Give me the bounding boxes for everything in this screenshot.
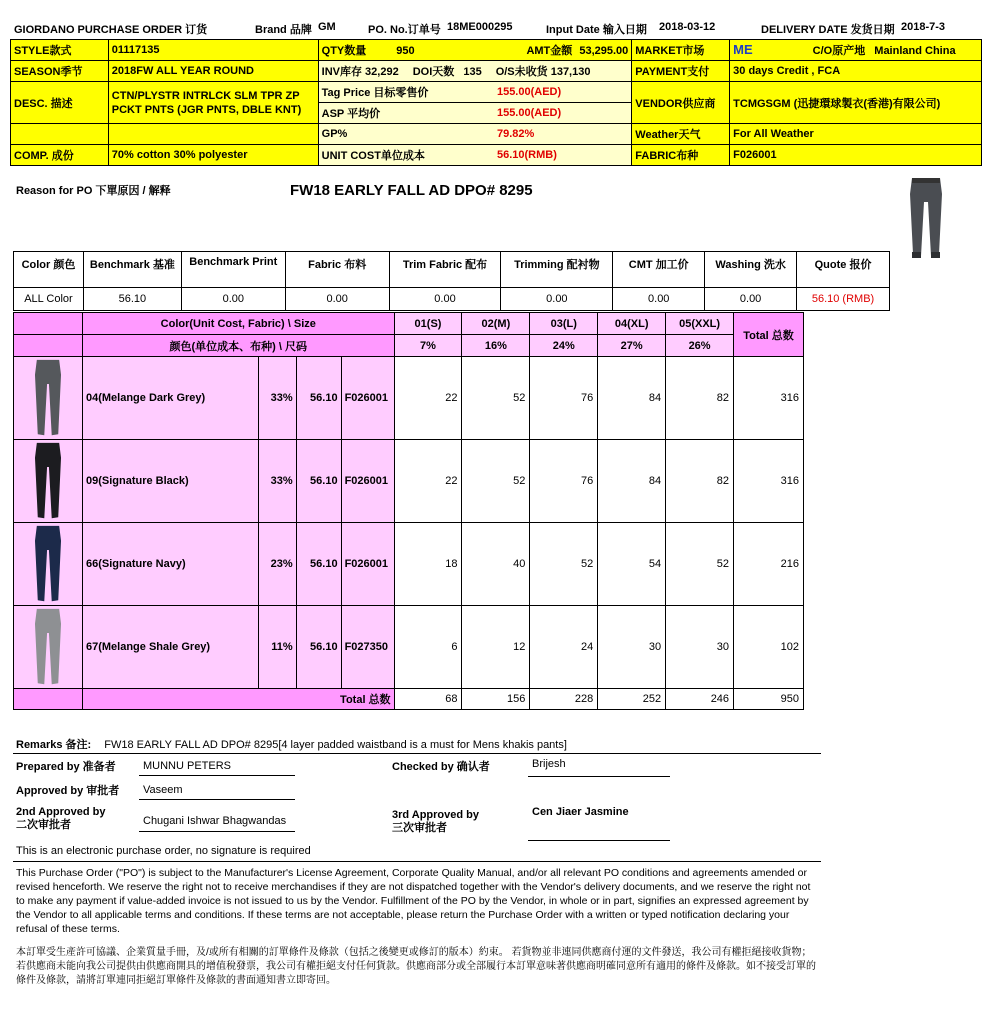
approved2-label-en: 2nd Approved by — [16, 806, 106, 818]
asp-label: ASP 平均价 — [318, 103, 494, 124]
comp-value: 70% cotton 30% polyester — [108, 145, 318, 166]
gp-value: 79.82% — [494, 124, 632, 145]
inv-value: 32,292 — [365, 66, 399, 78]
ratio-xl: 27% — [598, 335, 666, 357]
qty-cell: 40 — [462, 523, 530, 606]
size-header-row — [14, 313, 804, 335]
asp-value: 155.00(AED) — [494, 103, 632, 124]
color-row — [14, 523, 804, 606]
cost-header-row — [14, 252, 890, 288]
swatch-cell — [14, 440, 83, 523]
grid-header-en: Color(Unit Cost, Fabric) \ Size — [82, 313, 394, 335]
image-header-cell — [14, 313, 83, 335]
season-value: 2018FW ALL YEAR ROUND — [108, 61, 318, 82]
payment-label: PAYMENT支付 — [632, 61, 730, 82]
cost-value-benchmark: 56.10 — [83, 288, 181, 311]
qty-cell: 52 — [530, 523, 598, 606]
order-info-table — [10, 39, 982, 166]
delivery-date-label: DELIVERY DATE 发货日期 — [761, 24, 895, 36]
cost-header-trimming: Trimming 配衬物 — [501, 252, 613, 288]
size-xl: 04(XL) — [598, 313, 666, 335]
brand-value: GM — [318, 21, 336, 33]
cost-header-washing: Washing 洗水 — [705, 252, 797, 288]
cost-header-benchmark: Benchmark 基准 — [83, 252, 181, 288]
qty-cell: 24 — [530, 606, 598, 689]
swatch-cell — [14, 606, 83, 689]
cost-value-trimming: 0.00 — [501, 288, 613, 311]
product-pant-icon — [906, 176, 946, 262]
row-pct: 23% — [258, 523, 296, 606]
cost-header-trim-fabric: Trim Fabric 配布 — [389, 252, 501, 288]
cost-header-benchmark-print: Benchmark Print — [181, 252, 285, 288]
po-no-value: 18ME000295 — [447, 21, 513, 33]
approved3-label-en: 3rd Approved by — [392, 809, 479, 821]
grand-total-row — [14, 689, 804, 710]
unit-cost-label: UNIT COST单位成本 — [318, 145, 494, 166]
qty-cell: 30 — [598, 606, 666, 689]
size-quantity-table — [13, 312, 804, 710]
os-value: 137,130 — [550, 66, 591, 78]
empty-cell-1 — [11, 124, 109, 145]
swatch-cell — [14, 357, 83, 440]
pant-icon-melange-dark-grey — [15, 358, 81, 438]
remarks-text: FW18 EARLY FALL AD DPO# 8295[4 layer padded waistband is a must for Mens khakis pants] — [104, 739, 567, 751]
inventory-cell — [318, 61, 632, 82]
brand-label: Brand 品牌 — [255, 24, 312, 36]
cost-value-washing: 0.00 — [705, 288, 797, 311]
color-row — [14, 606, 804, 689]
qty-cell: 30 — [666, 606, 734, 689]
footer-divider — [13, 861, 821, 862]
vendor-value: TCMGSGM (迅捷環球製衣(香港)有限公司) — [730, 82, 982, 124]
total-header: Total 总数 — [734, 313, 804, 357]
qty-cell: 52 — [462, 357, 530, 440]
image-header-cell-2 — [14, 335, 83, 357]
ratio-m: 16% — [462, 335, 530, 357]
grid-header-cn: 颜色(单位成本、布种) \ 尺码 — [82, 335, 394, 357]
row-fabric: F027350 — [341, 606, 394, 689]
grand-total-m: 156 — [462, 689, 530, 710]
electronic-note: This is an electronic purchase order, no signature is required — [16, 845, 311, 857]
tag-price-label: Tag Price 目标零售价 — [318, 82, 494, 103]
qty-cell: 82 — [666, 440, 734, 523]
row-color: 09(Signature Black) — [82, 440, 258, 523]
prepared-value: MUNNU PETERS — [139, 760, 295, 776]
qty-label-text: QTY数量 — [321, 45, 367, 57]
weather-value: For All Weather — [730, 124, 982, 145]
row-color: 66(Signature Navy) — [82, 523, 258, 606]
market-label: MARKET市场 — [632, 40, 730, 61]
origin-value: Mainland China — [874, 45, 956, 57]
amt-label: AMT金额 — [526, 45, 573, 57]
qty-cell: 12 — [462, 606, 530, 689]
color-row — [14, 440, 804, 523]
checked-value: Brijesh — [528, 758, 670, 777]
row-color: 04(Melange Dark Grey) — [82, 357, 258, 440]
row-fabric: F026001 — [341, 440, 394, 523]
cost-value-color: ALL Color — [14, 288, 84, 311]
terms-english: This Purchase Order ("PO") is subject to the Manufacturer's License Agreement, Corporate Quality Manual, and/or all relevant PO conditions and agreements amended or revised henceforth. We reserve the right not to receive merchandises if they are not dispatched together with the Vendor's delivery documents, and we reserve the right not to make any payment if value-added invoice is not issued to us by the Vendor. Fulfillment of the PO by the Vendor, in whole or in part, signifies an expressed agreement by the Vendor to all applicable terms and conditions. If these terms are not acceptable, please return the Purchase Order with a written or typed notification declaring your refusal of these terms. — [16, 867, 811, 935]
cost-value-quote: 56.10 (RMB) — [797, 288, 890, 311]
ratio-s: 7% — [394, 335, 462, 357]
checked-label: Checked by 确认者 — [392, 761, 490, 773]
ratio-xxl: 26% — [666, 335, 734, 357]
payment-value: 30 days Credit , FCA — [730, 61, 982, 82]
market-cell — [730, 40, 982, 61]
reason-title: FW18 EARLY FALL AD DPO# 8295 — [290, 182, 533, 199]
season-label: SEASON季节 — [11, 61, 109, 82]
grand-total-s: 68 — [394, 689, 462, 710]
qty-cell: 76 — [530, 440, 598, 523]
cost-value-benchmark-print: 0.00 — [181, 288, 285, 311]
color-row — [14, 357, 804, 440]
approved2-label — [16, 806, 105, 832]
doi-value: 135 — [463, 66, 482, 78]
row-fabric: F026001 — [341, 523, 394, 606]
size-s: 01(S) — [394, 313, 462, 335]
cost-header-fabric: Fabric 布料 — [285, 252, 389, 288]
qty-cell: 84 — [598, 357, 666, 440]
approved-value: Vaseem — [139, 784, 295, 800]
qty-cell: 82 — [666, 357, 734, 440]
approved-label: Approved by 审批者 — [16, 785, 120, 797]
fabric-label: FABRIC布种 — [632, 145, 730, 166]
qty-cell: 6 — [394, 606, 462, 689]
cost-value-cmt: 0.00 — [613, 288, 705, 311]
remarks — [16, 736, 567, 752]
remarks-label: Remarks 备注: — [16, 739, 92, 751]
approved2-label-cn: 二次审批者 — [16, 819, 71, 831]
gp-label: GP% — [318, 124, 494, 145]
row-total: 102 — [734, 606, 804, 689]
qty-value: 950 — [396, 45, 415, 57]
delivery-date-value: 2018-7-3 — [901, 21, 946, 33]
pant-icon-signature-navy — [15, 524, 81, 604]
row-total: 316 — [734, 357, 804, 440]
qty-cell: 54 — [598, 523, 666, 606]
vendor-label: VENDOR供应商 — [632, 82, 730, 124]
row-total: 216 — [734, 523, 804, 606]
size-m: 02(M) — [462, 313, 530, 335]
tag-price-value: 155.00(AED) — [494, 82, 632, 103]
qty-cell: 84 — [598, 440, 666, 523]
po-title: GIORDANO PURCHASE ORDER 订货 — [14, 24, 208, 36]
desc-line-1: CTN/PLYSTR INTRLCK SLM TPR ZP — [111, 89, 300, 102]
os-label: O/S未收货 — [495, 66, 548, 78]
approved2-value: Chugani Ishwar Bhagwandas — [139, 815, 295, 832]
qty-cell: 22 — [394, 440, 462, 523]
desc-line-2: PCKT PNTS (JGR PNTS, DBLE KNT) — [111, 103, 302, 116]
total-pad — [14, 689, 83, 710]
empty-cell-2 — [108, 124, 318, 145]
cost-value-row — [14, 288, 890, 311]
style-value: 01117135 — [108, 40, 318, 61]
desc-label: DESC. 描述 — [11, 82, 109, 124]
row-color: 67(Melange Shale Grey) — [82, 606, 258, 689]
grand-total-xxl: 246 — [666, 689, 734, 710]
row-total: 316 — [734, 440, 804, 523]
market-value: ME — [733, 42, 753, 57]
size-xxl: 05(XXL) — [666, 313, 734, 335]
doi-label: DOI天数 — [412, 66, 455, 78]
grand-total-l: 228 — [530, 689, 598, 710]
qty-cell: 52 — [462, 440, 530, 523]
grand-total-label: Total 总数 — [82, 689, 394, 710]
cost-value-fabric: 0.00 — [285, 288, 389, 311]
pant-icon-melange-shale-grey — [15, 607, 81, 687]
inv-label: INV库存 — [321, 66, 362, 78]
pant-icon-signature-black — [15, 441, 81, 521]
approved3-value: Cen Jiaer Jasmine — [528, 806, 670, 841]
row-pct: 33% — [258, 440, 296, 523]
ratio-row — [14, 335, 804, 357]
row-pct: 33% — [258, 357, 296, 440]
approved3-label-cn: 三次审批者 — [392, 822, 447, 834]
prepared-label: Prepared by 准备者 — [16, 761, 116, 773]
cost-breakdown-table — [13, 251, 890, 311]
grand-total-xl: 252 — [598, 689, 666, 710]
comp-label: COMP. 成份 — [11, 145, 109, 166]
origin-label: C/O原产地 — [812, 45, 866, 57]
row-cost: 56.10 — [296, 440, 341, 523]
ratio-l: 24% — [530, 335, 598, 357]
desc-cell — [108, 82, 318, 124]
terms-chinese: 本訂單受生產許可協議、企業質量手冊，及/或所有相關的訂單條件及條款（包括之後變更或修訂的版本）約束。 若貨物並非連同供應商付運的文件發送，我公司有權拒絕接收貨物；若供應商未能向我公司提供由供應商開具的增值稅發票，我公司有權拒絕支付任何貨款。供應商部分或全部履行本訂單意味著供應商明確同意所有適用的條件及條款。如不接受訂單的條件及條款，請將訂單連同拒絕訂單條件及條款的書面通知書立即寄回。 — [16, 947, 816, 986]
qty-cell: 76 — [530, 357, 598, 440]
input-date-value: 2018-03-12 — [659, 21, 716, 33]
remarks-divider — [13, 753, 821, 754]
qty-cell: 52 — [666, 523, 734, 606]
row-pct: 11% — [258, 606, 296, 689]
cost-header-quote: Quote 报价 — [797, 252, 890, 288]
cost-header-color: Color 颜色 — [14, 252, 84, 288]
cost-value-trim-fabric: 0.00 — [389, 288, 501, 311]
amt-value: 53,295.00 — [579, 45, 629, 57]
row-cost: 56.10 — [296, 606, 341, 689]
input-date-label: Input Date 输入日期 — [546, 24, 647, 36]
qty-label — [318, 40, 422, 61]
po-no-label: PO. No.订单号 — [368, 24, 441, 36]
approved3-label — [392, 809, 479, 835]
fabric-value: F026001 — [730, 145, 982, 166]
size-l: 03(L) — [530, 313, 598, 335]
row-cost: 56.10 — [296, 357, 341, 440]
row-fabric: F026001 — [341, 357, 394, 440]
swatch-cell — [14, 523, 83, 606]
cost-header-cmt: CMT 加工价 — [613, 252, 705, 288]
amt-cell — [422, 40, 632, 61]
reason-label: Reason for PO 下單原因 / 解释 — [16, 185, 171, 197]
row-cost: 56.10 — [296, 523, 341, 606]
qty-cell: 18 — [394, 523, 462, 606]
qty-cell: 22 — [394, 357, 462, 440]
weather-label: Weather天气 — [632, 124, 730, 145]
grand-total-all: 950 — [734, 689, 804, 710]
unit-cost-value: 56.10(RMB) — [494, 145, 632, 166]
style-label: STYLE款式 — [11, 40, 109, 61]
